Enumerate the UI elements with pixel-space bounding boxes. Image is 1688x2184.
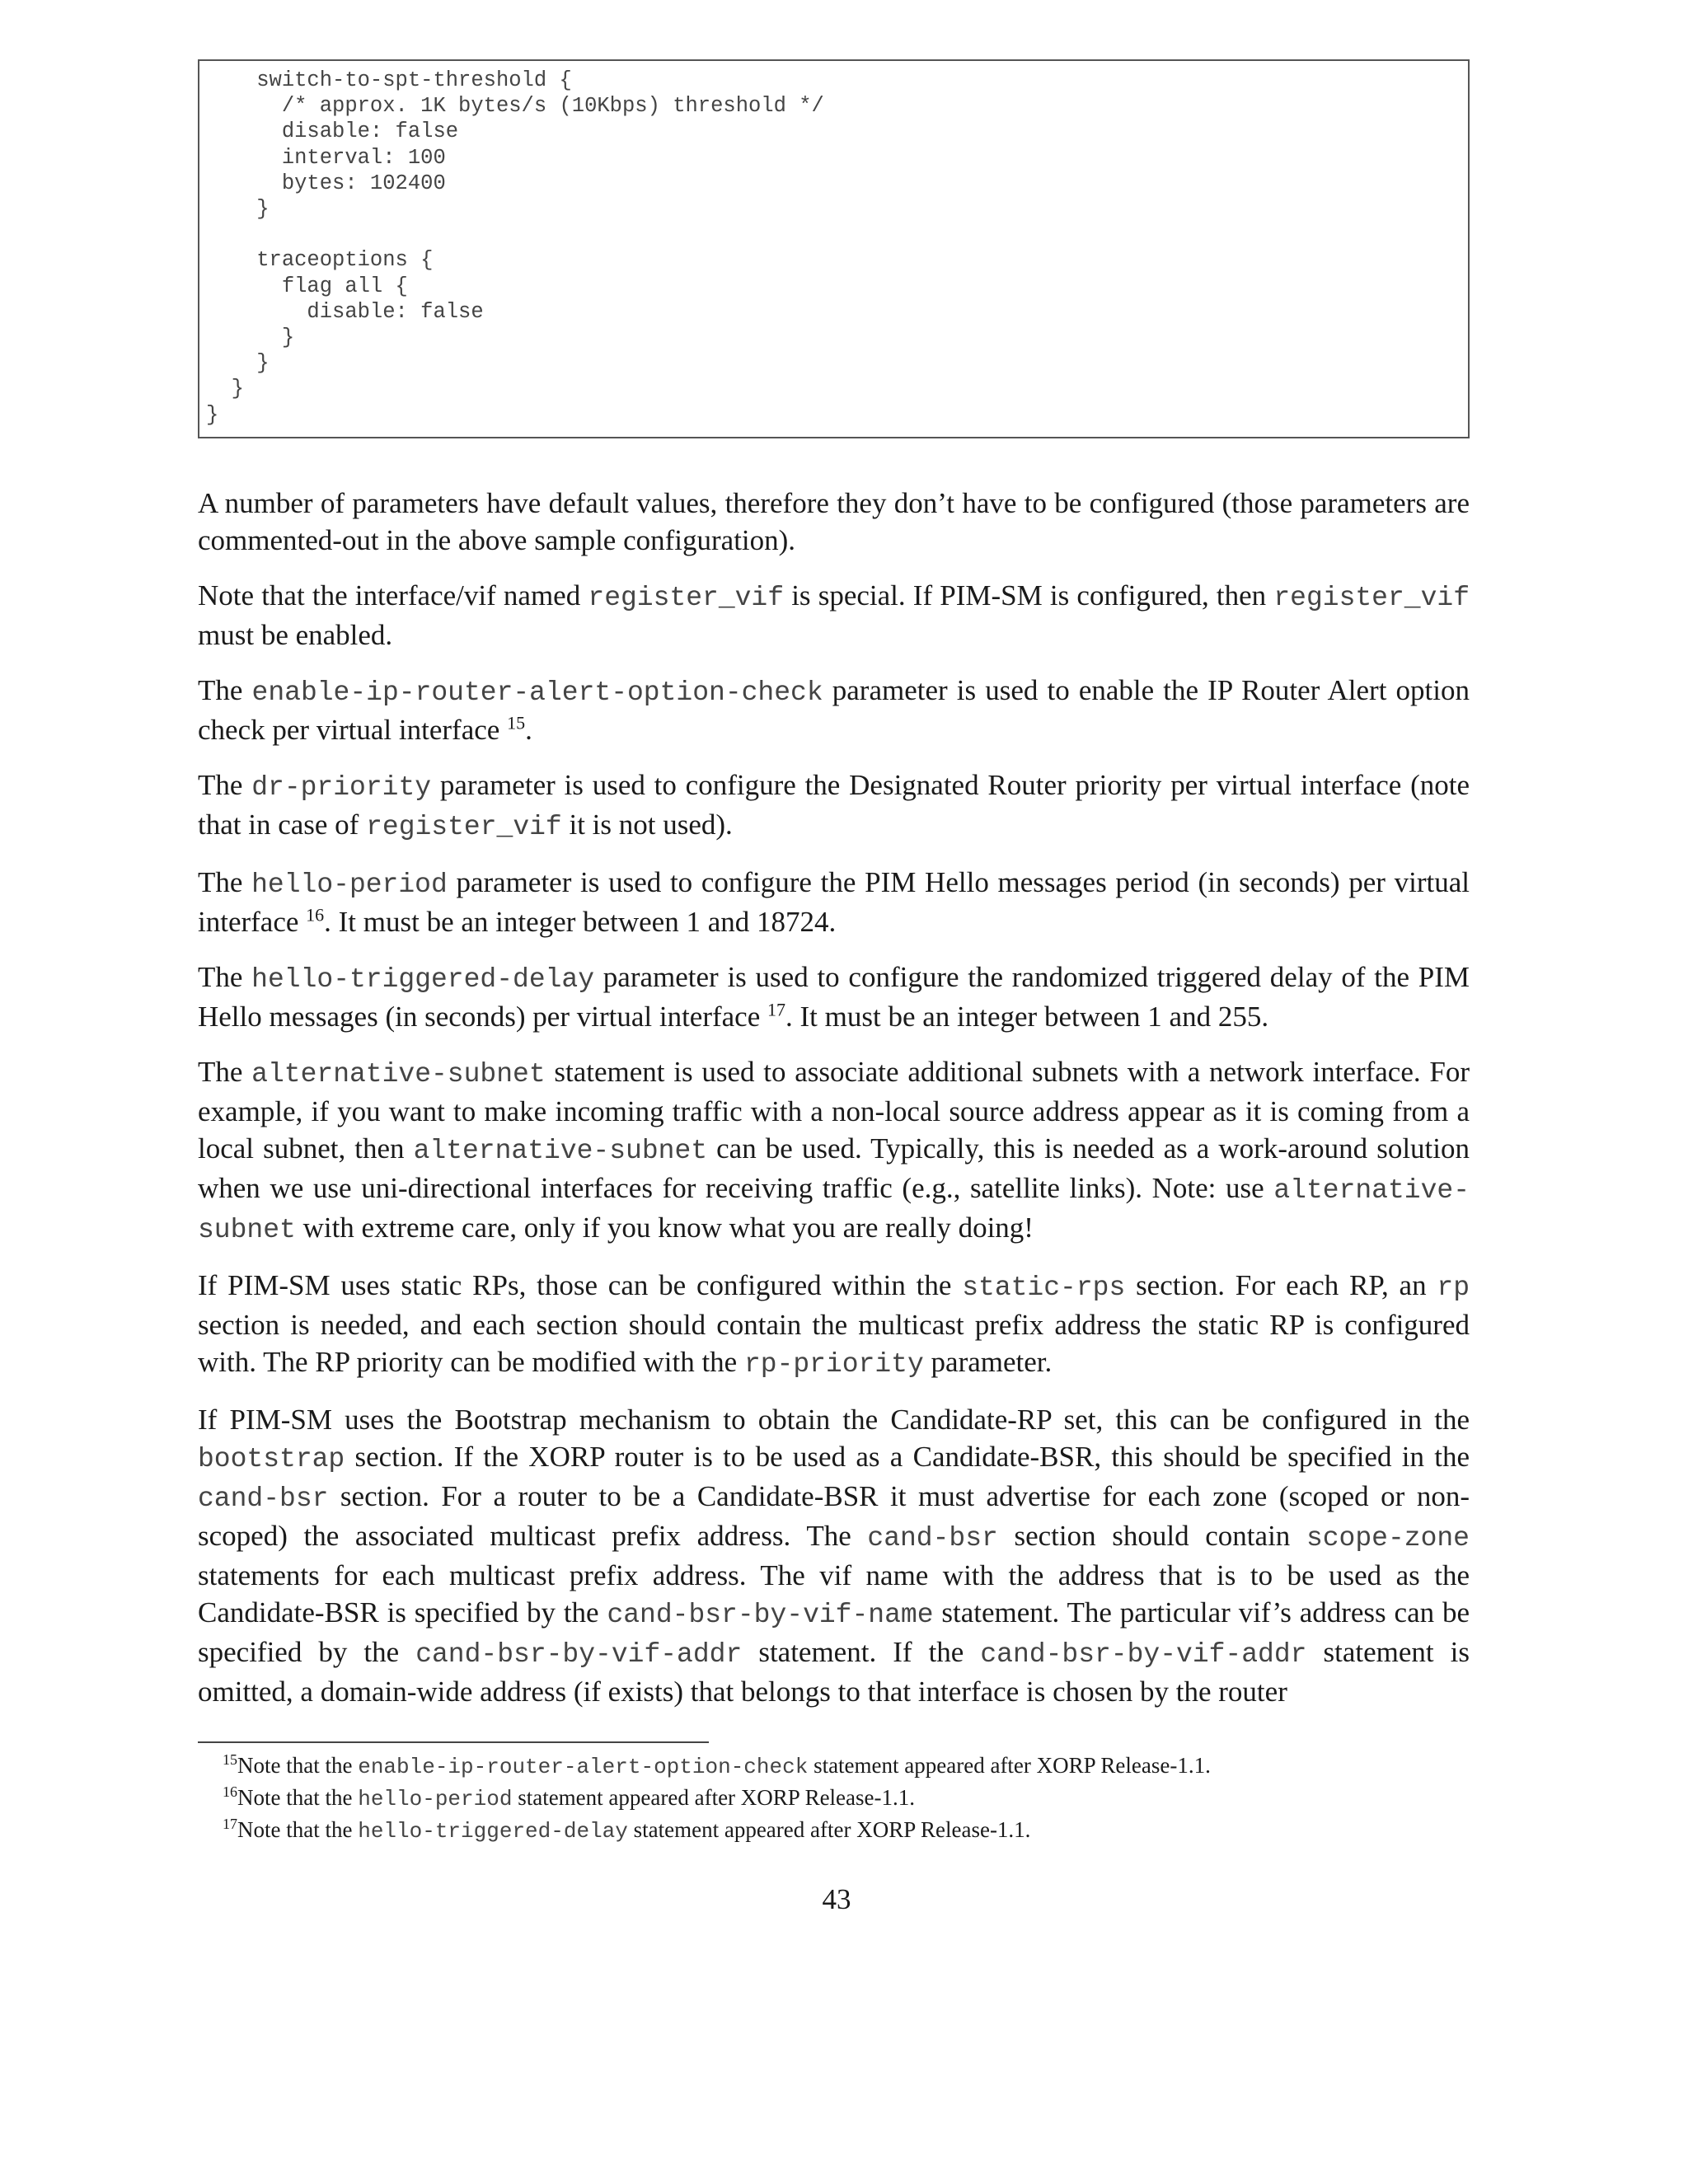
text-run: statements for each multicast prefix address. The vif name with the address that is to be used as the Candidate-BSR is specified by the: [198, 1559, 1470, 1629]
code-line: }: [206, 402, 219, 427]
text-run: A number of parameters have default values, therefore they don’t have to be configured (those parameters are commented-out in the above sample configuration).: [198, 487, 1470, 556]
text-run: If PIM-SM uses static RPs, those can be configured within the: [198, 1269, 963, 1301]
text-run: statement appeared after XORP Release-1.1.: [512, 1785, 916, 1810]
text-run: statement is used to associate additional subnets with a network interface. For example, if you want to make incoming traffic with a non-local source address appear as it is coming from a local subnet, then: [198, 1056, 1470, 1165]
text-run: The: [198, 866, 252, 898]
inline-code: hello-period: [251, 869, 448, 900]
code-line: }: [206, 197, 270, 222]
inline-code: hello-triggered-delay: [358, 1819, 628, 1844]
text-run: parameter.: [923, 1346, 1053, 1378]
paragraph: [198, 766, 1470, 846]
code-line: flag all {: [206, 274, 408, 298]
code-line: disable: false: [206, 299, 484, 324]
page-number: 43: [822, 1883, 851, 1915]
text-run: section. If the XORP router is to be used as a Candidate-BSR, this should be specified in the: [345, 1441, 1470, 1473]
inline-code: cand-bsr-by-vif-addr: [980, 1639, 1307, 1670]
text-run: statement is omitted, a domain-wide address (if exists) that belongs to that interface is chosen by the router: [198, 1636, 1470, 1708]
text-run: must be enabled.: [198, 619, 393, 651]
code-line: disable: false: [206, 120, 459, 144]
code-line: }: [206, 326, 295, 350]
footnote: [223, 1750, 1459, 1783]
paragraph: [198, 1053, 1470, 1249]
text-run: . It must be an integer between 1 and 255.: [785, 1001, 1269, 1033]
text-run: with extreme care, only if you know what you are really doing!: [295, 1212, 1034, 1244]
text-run: is special. If PIM-SM is configured, then: [784, 579, 1274, 612]
text-run: parameter is used to configure the randomized triggered delay of the PIM Hello messages (in seconds) per virtual interface: [198, 961, 1470, 1033]
inline-code: alternative-subnet: [413, 1136, 708, 1166]
inline-code: register_vif: [1273, 583, 1470, 613]
code-line: bytes: 102400: [206, 171, 446, 195]
inline-code: cand-bsr: [198, 1483, 329, 1514]
text-run: can be used. Typically, this is needed as a work-around solution when we use uni-directional interfaces for receiving traffic (e.g., satellite links). Note: use: [198, 1132, 1470, 1204]
inline-code: scope-zone: [1306, 1523, 1470, 1554]
paragraph: [198, 1267, 1470, 1383]
paragraph: [198, 864, 1470, 940]
paragraph: [198, 958, 1470, 1035]
text-run: The: [198, 1056, 252, 1088]
paragraph: [198, 577, 1470, 654]
text-run: statement. If the: [742, 1636, 981, 1668]
inline-code: cand-bsr-by-vif-name: [607, 1600, 934, 1630]
inline-code: hello-triggered-delay: [251, 964, 595, 995]
inline-code: register_vif: [588, 583, 785, 613]
text-run: parameter is used to configure the Designated Router priority per virtual interface (note that in case of: [198, 769, 1470, 841]
text-run: Note that the interface/vif named: [198, 579, 588, 612]
text-run: The: [198, 769, 252, 801]
footnote-divider: [198, 1741, 709, 1743]
code-line: traceoptions {: [206, 248, 434, 273]
code-line: interval: 100: [206, 145, 446, 170]
text-run: parameter is used to configure the PIM Hello messages period (in seconds) per virtual interface: [198, 866, 1470, 938]
text-run: If PIM-SM uses the Bootstrap mechanism to obtain the Candidate-RP set, this can be configured in the: [198, 1404, 1470, 1436]
text-run: The: [198, 674, 252, 706]
text-run: parameter is used to enable the IP Router Alert option check per virtual interface: [198, 674, 1470, 746]
text-run: . It must be an integer between 1 and 18724.: [324, 906, 837, 938]
footnote-marker: 15: [507, 712, 526, 733]
text-run: The: [198, 961, 252, 993]
text-run: .: [525, 714, 532, 746]
code-listing: [206, 68, 824, 428]
text-run: Note that the: [237, 1753, 359, 1778]
text-run: statement. The particular vif’s address can be specified by the: [198, 1596, 1470, 1668]
paragraph: [198, 485, 1470, 559]
inline-code: dr-priority: [251, 772, 432, 803]
inline-code: cand-bsr-by-vif-addr: [415, 1639, 743, 1670]
footnote-marker: 16: [223, 1783, 237, 1800]
footnote-marker: 17: [767, 999, 785, 1020]
inline-code: hello-period: [358, 1787, 513, 1811]
footnote-marker: 16: [306, 904, 325, 926]
footnote-marker: 15: [223, 1751, 237, 1768]
code-listing-box: [198, 59, 1470, 438]
inline-code: rp: [1437, 1272, 1470, 1303]
inline-code: rp-priority: [743, 1349, 924, 1380]
footnote: [223, 1783, 1459, 1815]
inline-code: cand-bsr: [867, 1523, 998, 1554]
inline-code: alternative-subnet: [198, 1175, 1470, 1245]
code-line: switch-to-spt-threshold {: [206, 68, 572, 92]
text-run: section. For a router to be a Candidate-BSR it must advertise for each zone (scoped or non-scoped) the associated multicast prefix address. The: [198, 1480, 1470, 1552]
inline-code: static-rps: [962, 1272, 1126, 1303]
inline-code: bootstrap: [198, 1444, 345, 1474]
paragraph: [198, 1401, 1470, 1710]
code-line: /* approx. 1K bytes/s (10Kbps) threshold */: [206, 94, 824, 119]
code-line: }: [206, 351, 270, 376]
body-text: [198, 485, 1470, 1728]
inline-code: alternative-subnet: [251, 1059, 546, 1090]
text-run: Note that the: [237, 1785, 359, 1810]
footnote: [223, 1815, 1459, 1847]
text-run: section. For each RP, an: [1125, 1269, 1437, 1301]
code-line: }: [206, 377, 244, 401]
inline-code: enable-ip-router-alert-option-check: [358, 1755, 809, 1779]
text-run: it is not used).: [561, 808, 733, 841]
footnote-marker: 17: [223, 1816, 237, 1832]
inline-code: register_vif: [366, 812, 562, 842]
footnotes: [223, 1750, 1459, 1847]
text-run: section is needed, and each section should contain the multicast prefix address the static RP is configured with. The RP priority can be modified with the: [198, 1309, 1470, 1378]
text-run: Note that the: [237, 1817, 359, 1842]
text-run: statement appeared after XORP Release-1.1.: [808, 1753, 1211, 1778]
inline-code: enable-ip-router-alert-option-check: [251, 677, 823, 708]
paragraph: [198, 672, 1470, 748]
text-run: statement appeared after XORP Release-1.1.: [627, 1817, 1031, 1842]
text-run: section should contain: [997, 1520, 1306, 1552]
